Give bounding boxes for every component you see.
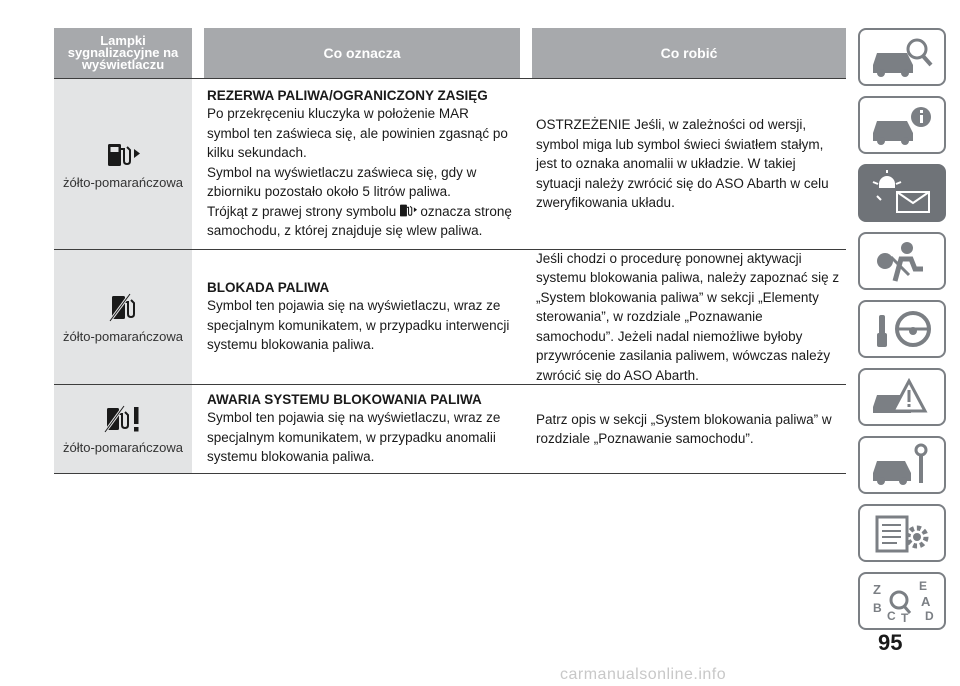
index-letter: E xyxy=(919,579,928,593)
meaning-cell xyxy=(204,79,520,249)
index-letter: C xyxy=(887,609,896,623)
action-cell xyxy=(532,385,846,473)
action-cell xyxy=(532,250,846,384)
car-info-icon xyxy=(867,103,937,147)
color-label: żółto-pomarańczowa xyxy=(63,439,183,455)
tab-emergency[interactable] xyxy=(858,368,946,426)
index-letter: A xyxy=(921,594,931,609)
row-action: Jeśli chodzi o procedurę ponownej aktywacji systemu blokowania paliwa, należy zapoznać się z „System blokowania paliwa” w sekcji „Elementy sterowania”, w rozdziale „Poznawanie samochodu”. Jeżeli nadal niemożliwe byłoby przywrócenie zasilania paliwem, wówczas należy zwrócić się do ASO Abarth. xyxy=(536,250,840,383)
warning-lights-table xyxy=(54,28,846,474)
car-search-icon xyxy=(867,35,937,79)
color-label: żółto-pomarańczowa xyxy=(63,328,183,344)
warning-light-message-icon xyxy=(867,170,937,216)
color-label: żółto-pomarańczowa xyxy=(63,174,183,190)
tab-maintenance[interactable] xyxy=(858,436,946,494)
meaning-cell xyxy=(204,385,520,473)
row-action: Patrz opis w sekcji „System blokowania paliwa” w rozdziale „Poznawanie samochodu”. xyxy=(536,411,832,446)
table-row xyxy=(54,384,846,474)
tab-safety[interactable] xyxy=(858,232,946,290)
page-number: 95 xyxy=(878,630,903,655)
index-letter: B xyxy=(873,601,882,615)
tab-car-search[interactable] xyxy=(858,28,946,86)
row-text: Symbol na wyświetlaczu zaświeca się, gdy w zbiorniku pozostało około 5 litrów paliwa. xyxy=(207,164,477,200)
row-action: OSTRZEŻENIE Jeśli, w zależności od wersji, symbol miga lub symbol świeci światłem stałym, jest to oznaka anomalii w układzie. W takiej sytuacji należy zwrócić się do ASO Abarth w celu zweryfikowania układu. xyxy=(536,117,829,211)
row-text-part: Trójkąt z prawej strony symbolu xyxy=(207,203,397,219)
header-meaning: Co oznacza xyxy=(204,28,520,78)
tab-specifications[interactable] xyxy=(858,504,946,562)
specs-gear-icon xyxy=(867,511,937,555)
header-indicator: Lampki sygnalizacyjne na wyświetlaczu xyxy=(54,28,192,78)
row-text: Symbol ten pojawia się na wyświetlaczu, wraz ze specjalnym komunikatem, w przypadku anomalii systemu blokowania paliwa. xyxy=(207,410,501,465)
row-text xyxy=(207,202,514,241)
table-row xyxy=(54,78,846,249)
index-letter: D xyxy=(925,609,934,623)
airbag-person-icon xyxy=(867,239,937,283)
indicator-cell xyxy=(54,250,192,384)
meaning-cell xyxy=(204,250,520,384)
tab-car-info[interactable] xyxy=(858,96,946,154)
watermark: carmanualsonline.info xyxy=(560,666,727,683)
table-row xyxy=(54,249,846,384)
index-letters-icon xyxy=(867,578,937,624)
row-text-part: oznacza stronę samochodu, z której znajduje się wlew paliwa. xyxy=(207,203,512,239)
fuel-pump-triangle-icon xyxy=(398,202,418,218)
car-warning-triangle-icon xyxy=(867,375,937,419)
tab-warning-lights[interactable] xyxy=(858,164,946,222)
fuel-pump-triangle-icon xyxy=(105,139,141,169)
fuel-blocked-icon xyxy=(106,291,140,323)
index-letter: Z xyxy=(873,582,881,597)
steering-wheel-key-icon xyxy=(867,307,937,351)
indicator-cell xyxy=(54,385,192,473)
index-letter: T xyxy=(901,611,909,624)
action-cell xyxy=(532,79,846,249)
car-wrench-icon xyxy=(867,443,937,487)
tab-driving[interactable] xyxy=(858,300,946,358)
row-text: Po przekręceniu kluczyka w położenie MAR symbol ten zaświeca się, ale powinien zgasnąć po kilku sekundach. xyxy=(207,106,508,161)
header-action: Co robić xyxy=(532,28,846,78)
row-title: REZERWA PALIWA/OGRANICZONY ZASIĘG xyxy=(207,88,488,104)
row-title: BLOKADA PALIWA xyxy=(207,280,330,296)
fuel-blocked-failure-icon xyxy=(103,404,143,434)
table-header xyxy=(54,28,846,78)
row-title: AWARIA SYSTEMU BLOKOWANIA PALIWA xyxy=(207,392,482,408)
row-text: Symbol ten pojawia się na wyświetlaczu, wraz ze specjalnym komunikatem, w przypadku interwencji systemu blokowania paliwa. xyxy=(207,298,510,353)
tab-index[interactable] xyxy=(858,572,946,630)
indicator-cell xyxy=(54,79,192,249)
